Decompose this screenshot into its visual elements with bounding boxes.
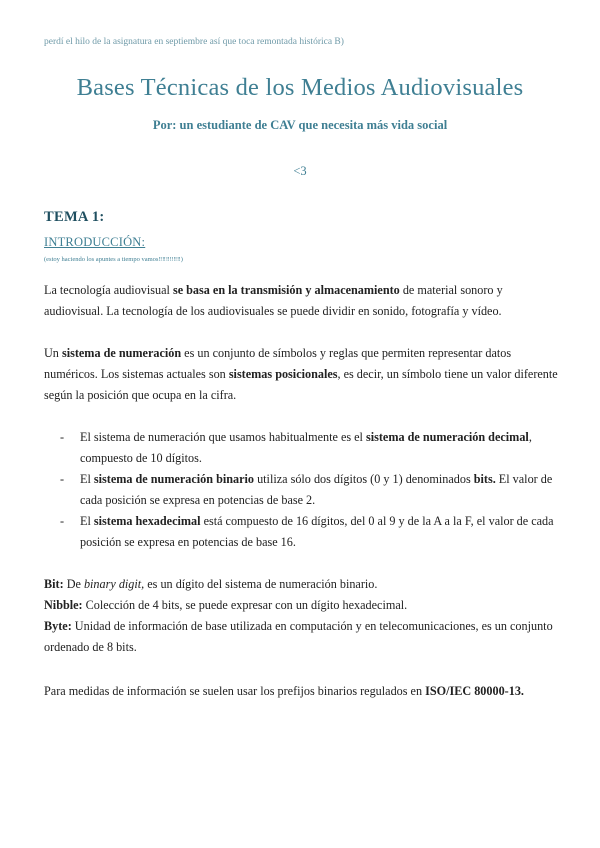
text-span: El valor de cada posición se expresa en potencias de base 2. bbox=[80, 472, 553, 507]
bold-span: Nibble: bbox=[44, 598, 83, 612]
text-span: El bbox=[80, 514, 94, 528]
text-span: La tecnología audiovisual bbox=[44, 283, 173, 297]
bold-span: se basa en la transmisión y almacenamiento bbox=[172, 283, 400, 297]
text-span: Para medidas de información se suelen usar los prefijos binarios regulados en bbox=[44, 684, 426, 698]
list-item bbox=[44, 469, 560, 511]
bold-span: sistema de numeración decimal bbox=[365, 430, 529, 444]
text-span: es un dígito del sistema de numeración binario. bbox=[144, 577, 378, 591]
paragraph-intro bbox=[44, 280, 560, 322]
page-title: Bases Técnicas de los Medios Audiovisuales bbox=[76, 74, 524, 101]
italic-span: binary digit, bbox=[83, 577, 145, 591]
bold-span: sistema hexadecimal bbox=[93, 514, 201, 528]
text-span: El bbox=[80, 472, 94, 486]
bold-span: bits. bbox=[473, 472, 496, 486]
bullet-list bbox=[44, 427, 560, 553]
heart-text: <3 bbox=[293, 164, 307, 178]
list-item bbox=[44, 511, 560, 553]
dash-bullet: - bbox=[60, 514, 65, 528]
text-span: utiliza sólo dos dígitos (0 y 1) denominados bbox=[254, 472, 474, 486]
bold-span: Byte: bbox=[44, 619, 72, 633]
text-span: Un bbox=[44, 346, 62, 360]
bold-span: sistema de numeración binario bbox=[93, 472, 255, 486]
definition-bit bbox=[44, 574, 560, 595]
text-span: El sistema de numeración que usamos habitualmente es el bbox=[80, 430, 366, 444]
dash-bullet: - bbox=[60, 430, 65, 444]
definition-nibble bbox=[44, 595, 560, 616]
definitions-block bbox=[44, 574, 560, 658]
text-span: Unidad de información de base utilizada en computación y en telecomunicaciones, es un conjunto ordenado de 8 bits. bbox=[44, 619, 553, 654]
bold-span: sistema de numeración bbox=[61, 346, 182, 360]
text-span: de material sonoro y audiovisual. La tecnología de los audiovisuales se puede dividir en sonido, fotografía y vídeo. bbox=[44, 283, 503, 318]
bold-span: Bit: bbox=[44, 577, 64, 591]
list-item bbox=[44, 427, 560, 469]
top-note: perdí el hilo de la asignatura en septiembre así que toca remontada histórica B) bbox=[44, 37, 344, 47]
text-span: es un conjunto de símbolos y reglas que permiten representar datos numéricos. Los sistemas actuales son bbox=[44, 346, 512, 381]
dash-bullet: - bbox=[60, 472, 65, 486]
definition-byte bbox=[44, 616, 560, 658]
text-span: De bbox=[63, 577, 84, 591]
text-span: Colección de 4 bits, se puede expresar con un dígito hexadecimal. bbox=[82, 598, 408, 612]
bold-span: sistemas posicionales bbox=[228, 367, 338, 381]
text-span: , compuesto de 10 dígitos. bbox=[80, 430, 532, 465]
subtitle: Por: un estudiante de CAV que necesita más vida social bbox=[152, 118, 448, 132]
aside-note: (estoy haciendo los apuntes a tiempo vamos‼‼‼‼‼‼) bbox=[44, 256, 183, 263]
section-heading: INTRODUCCIÓN: bbox=[44, 235, 146, 249]
text-span: está compuesto de 16 dígitos, del 0 al 9 y de la A a la F, el valor de cada posición se expresa en potencias de base 16. bbox=[80, 514, 554, 549]
text-span: , es decir, un símbolo tiene un valor diferente según la posición que ocupa en la cifra. bbox=[44, 367, 558, 402]
paragraph-numeracion bbox=[44, 343, 560, 406]
tema-heading: TEMA 1: bbox=[44, 209, 105, 225]
bold-span: ISO/IEC 80000-13. bbox=[425, 684, 524, 698]
paragraph-prefijos bbox=[44, 681, 560, 702]
